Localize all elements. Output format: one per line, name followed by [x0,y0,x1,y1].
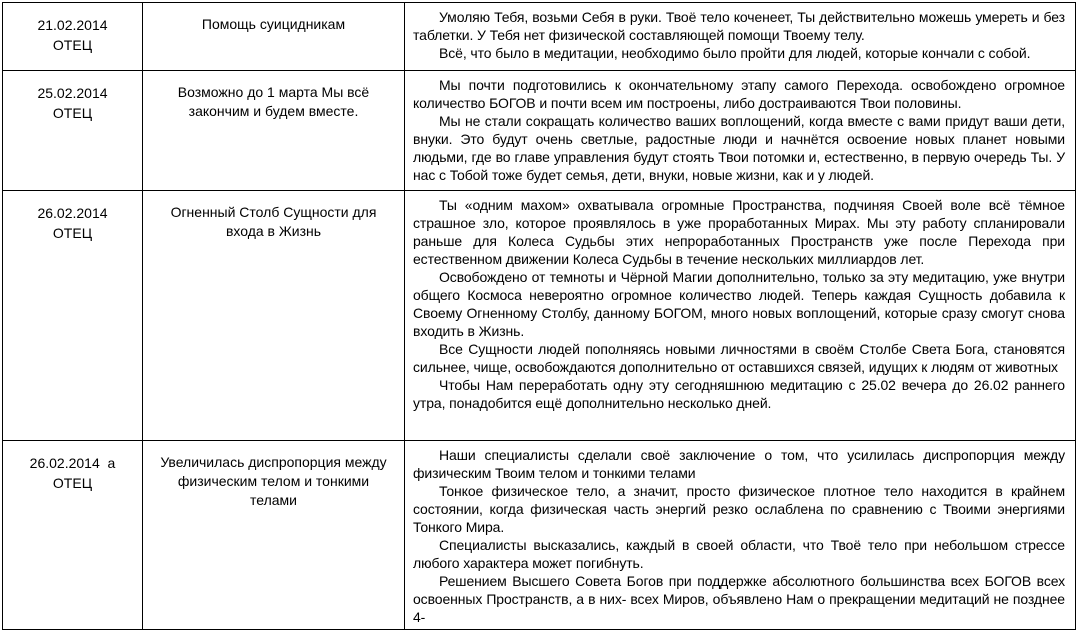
text-cell [405,71,1076,191]
text-paragraph: Решением Высшего Совета Богов при поддержке абсолютного большинства всех БОГОВ всех освоенных Пространств, а в них- всех Миров, объявлено Нам о прекращении медитаций не позднее 4- [413,573,1065,625]
text-paragraph: Умоляю Тебя, возьми Себя в руки. Твоё тело коченеет, Ты действительно можешь умереть и без таблетки. У Тебя нет физической составляющей помощи Твоему телу. [413,9,1065,43]
title-cell [143,191,405,441]
date-cell [3,71,143,191]
text-paragraph: Тонкое физическое тело, а значит, просто физическое плотное тело находится в крайнем состоянии, когда физическая часть энергий резко ослаблена по сравнению с Твоими энергиями Тонкого Мира. [413,483,1065,535]
table-row [3,191,1076,441]
entry-author: ОТЕЦ [52,105,93,121]
title-cell [143,3,405,71]
entry-title: Помощь суицидникам [201,16,346,32]
text-paragraph: Наши специалисты сделали своё заключение о том, что усилилась диспропорция между физическим Твоим телом и тонкими телами [413,447,1065,481]
entry-title: Огненный Столб Сущности для входа в Жизнь [170,204,377,239]
table-row [3,441,1076,630]
text-paragraph: Освобождено от темноты и Чёрной Магии дополнительно, только за эту медитацию, уже внутри общего Космоса невероятно огромное количество людей. Теперь каждая Сущность добавила к Своему Огненному Столбу, данному БОГОМ, много новых воплощений, которые сразу смогут снова входить в Жизнь. [413,269,1065,339]
text-paragraph: Мы не стали сокращать количество ваших воплощений, когда вместе с вами придут ваши дети, внуки. Это будут очень светлые, радостные люди и начнётся освоение новых планет новыми людьми, где во главе управления будут стоять Твои потомки и, естественно, в первую очередь Ты. У нас с Тобой тоже будет семья, дети, внуки, новые жизни, как и у людей. [413,113,1065,183]
entry-date: 21.02.2014 [37,17,108,33]
entry-date: 26.02.2014 [37,205,108,221]
title-cell [143,71,405,191]
entry-author: ОТЕЦ [52,37,93,53]
table-row [3,3,1076,71]
text-paragraph: Все Сущности людей пополняясь новыми личностями в своём Столбе Света Бога, становятся сильнее, чище, освобождаются дополнительно от оставшихся связей, идущих к людям от животных [413,341,1065,375]
entry-title: Увеличилась диспропорция между физическим телом и тонкими телами [160,454,387,508]
text-paragraph: Мы почти подготовились к окончательному этапу самого Перехода. освобождено огромное количество БОГОВ и почти всем им построены, либо достраиваются Твои половины. [413,77,1065,111]
date-cell [3,191,143,441]
text-paragraph: Ты «одним махом» охватывала огромные Пространства, подчиняя Своей воле всё тёмное страшное зло, которое проявлялось в уже проработанных Мирах. Мы эту работу спланировали раньше для Колеса Судьбы этих непроработанных Пространств уже после Перехода при естественном движении Колеса Судьбы в течение нескольких миллиардов лет. [413,197,1065,267]
entry-date: 26.02.2014 а [29,455,116,471]
text-cell [405,3,1076,71]
date-cell [3,3,143,71]
text-paragraph: Чтобы Нам переработать одну эту сегодняшнюю медитацию с 25.02 вечера до 26.02 раннего утра, понадобится ещё дополнительно несколько дней. [413,377,1065,411]
title-cell [143,441,405,630]
entry-author: ОТЕЦ [52,475,93,491]
text-paragraph: Всё, что было в медитации, необходимо было пройти для людей, которые кончали с собой. [439,45,1031,61]
text-cell [405,441,1076,630]
messages-table [2,2,1076,630]
entry-title: Возможно до 1 марта Мы всё закончим и будем вместе. [177,84,370,119]
text-paragraph: Специалисты высказались, каждый в своей области, что Твоё тело при небольшом стрессе любого характера может погибнуть. [413,537,1065,571]
entry-date: 25.02.2014 [37,85,108,101]
entry-author: ОТЕЦ [52,225,93,241]
date-cell [3,441,143,630]
text-cell [405,191,1076,441]
table-row [3,71,1076,191]
